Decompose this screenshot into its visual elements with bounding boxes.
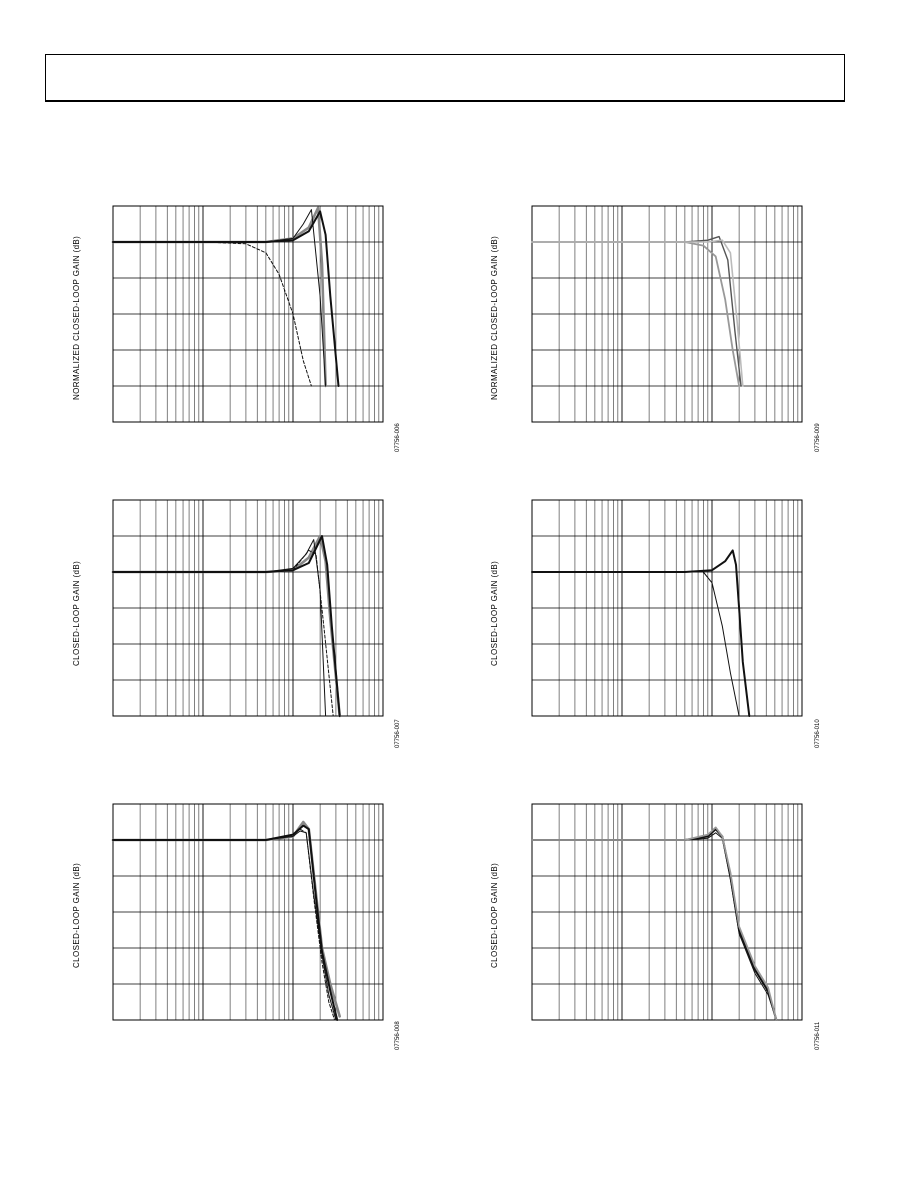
figure-id: 07756-010 (815, 719, 821, 748)
figure-id: 07756-006 (395, 423, 401, 452)
series-line-3 (532, 827, 776, 1020)
y-axis-label: NORMALIZED CLOSED-LOOP GAIN (dB) (490, 235, 499, 400)
page-header-box (45, 54, 845, 102)
series-line-2 (113, 536, 340, 716)
series-line-4 (113, 829, 335, 1020)
y-axis-label: CLOSED-LOOP GAIN (dB) (72, 560, 81, 666)
figure-id: 07756-011 (815, 1021, 821, 1050)
y-axis-label: CLOSED-LOOP GAIN (dB) (490, 862, 499, 968)
y-axis-label: CLOSED-LOOP GAIN (dB) (490, 560, 499, 666)
figure-id: 07756-007 (395, 719, 401, 748)
series-line-1 (113, 536, 340, 716)
figure-id: 07756-008 (395, 1021, 401, 1050)
chart-plot (532, 804, 802, 1020)
series-line-1 (113, 822, 340, 1016)
series-line-4 (113, 550, 333, 716)
series-line-1 (113, 208, 326, 386)
series-line-3 (113, 210, 326, 386)
series-line-1 (532, 829, 776, 1020)
series-line-3 (532, 240, 743, 386)
series-line-3 (113, 540, 326, 716)
series-line-2 (113, 211, 339, 386)
chart-plot (532, 500, 802, 716)
y-axis-label: NORMALIZED CLOSED-LOOP GAIN (dB) (72, 235, 81, 400)
chart-plot (113, 500, 383, 716)
y-axis-label: CLOSED-LOOP GAIN (dB) (72, 862, 81, 968)
chart-plot (113, 206, 383, 422)
chart-plot (532, 206, 802, 422)
chart-plot (113, 804, 383, 1020)
series-line-1 (532, 550, 749, 716)
series-line-3 (113, 831, 336, 1020)
figure-id: 07756-009 (815, 423, 821, 452)
series-line-2 (532, 237, 741, 386)
series-line-2 (113, 826, 337, 1020)
